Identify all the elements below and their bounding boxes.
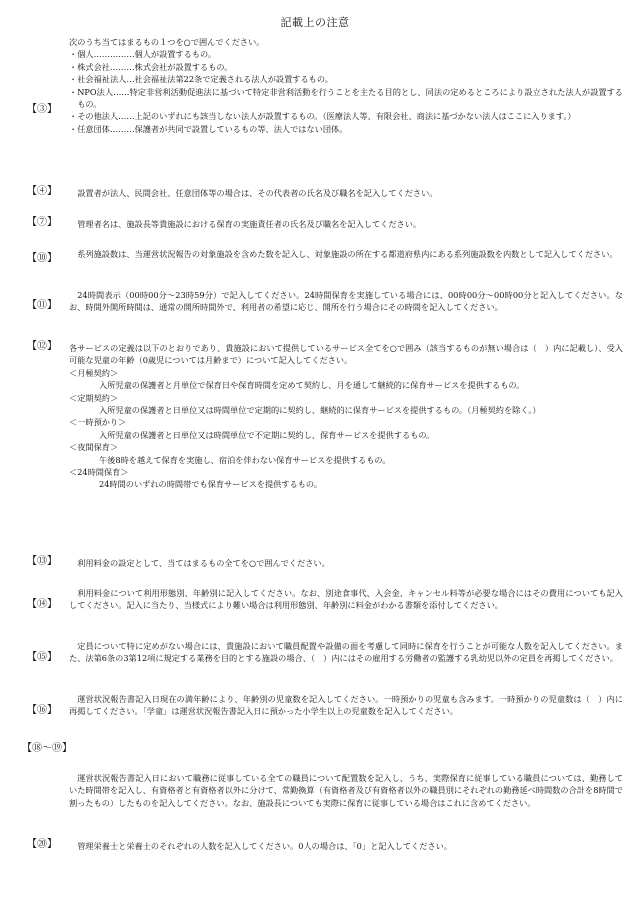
section-20-label: 【⑳】: [27, 839, 57, 850]
document-title: 記載上の注意: [280, 16, 350, 29]
section-15-text: 定員について特に定めがない場合には、貴施設において職員配置や設備の面を考慮して同時に保育を行うことが可能な人数を記入してください。また、法第6条の3第12項に規定する業務を目的とする施設の場合、（ ）内にはその雇用する労働者の監護する乳幼児以外の定員を再掲してください。: [69, 641, 623, 664]
section-3-item-npo: ・NPO法人……特定非営利活動促進法に基づいて特定非営利活動を行うことを主たる目的とし、同法の定めるところにより設立された法人が設置するもの。: [69, 86, 623, 110]
service-24h-desc: 24時間のいずれの時間帯でも保育サービスを提供するもの。: [99, 479, 322, 490]
section-14-label: 【⑭】: [27, 599, 57, 610]
section-18-19-label: 【⑱～⑲】: [22, 743, 72, 754]
section-11-text: 24時間表示（00時00分～23時59分）で記入してください。24時間保育を実施している場合には、00時00分～00時00分と記入してください。なお、時間外開所時間は、通常の開所時間外で、利用者の希望に応じ、開所を行う場合にその時間を記入してください。: [69, 290, 623, 313]
section-12-body: [69, 342, 623, 491]
section-4-text: 設置者が法人、民間会社、任意団体等の場合は、その代表者の氏名及び職名を記入してください。: [77, 188, 438, 198]
service-temporary-name: ＜一時預かり＞: [69, 417, 127, 428]
section-3-item-other: ・その他法人……上記のいずれにも該当しない法人が設置するもの。（医療法人等、有限会社、商法に基づかない法人はここに入ります。）: [69, 111, 576, 122]
section-3-body: [69, 36, 623, 135]
section-3-item-social-welfare: ・社会福祉法人…社会福祉法第22条で定義される法人が設置するもの。: [69, 74, 333, 85]
section-4-label: 【④】: [27, 186, 57, 197]
section-16-label: 【⑯】: [27, 705, 57, 716]
section-10-text: 系列施設数は、当運営状況報告の対象施設を含めた数を記入し、対象施設の所在する都道府県内にある系列施設数を内数として記入してください。: [77, 249, 618, 259]
section-7-label: 【⑦】: [27, 217, 57, 228]
section-15-label: 【⑮】: [27, 652, 57, 663]
section-10-label: 【⑩】: [27, 253, 57, 264]
service-temporary-desc: 入所児童の保護者と日単位又は時間単位で不定期に契約し、保育サービスを提供するもの。: [99, 429, 435, 440]
section-16-text: 運営状況報告書記入日現在の満年齢により、年齢別の児童数を記入してください。一時預かりの児童も含みます。一時預かりの児童数は（ ）内に再掲してください。「学童」は運営状況報告書記入日に預かった小学生以上の児童数を記入してください。: [69, 694, 623, 717]
section-3-intro: 次のうち当てはまるもの１つを○で囲んでください。: [69, 37, 265, 47]
section-18-19-text: 運営状況報告書記入日において職務に従事している全ての職員について配置数を記入し、うち、実際保育に従事している職員については、勤務していた時間帯を記入し、有資格者と有資格者以外に分けて、常勤換算（有資格者及び有資格者以外の職員別にそれぞれの勤務延べ時間数の合計を8時間で割ったもの）したものを記入してください。なお、施設長についても実際に保育に従事している場合はこれに含めてください。: [69, 773, 623, 808]
section-11-label: 【⑪】: [27, 300, 57, 311]
section-13-label: 【⑬】: [27, 556, 57, 567]
service-regular-desc: 入所児童の保護者と日単位又は時間単位で定期的に契約し、継続的に保育サービスを提供するもの。（月極契約を除く。）: [99, 405, 541, 416]
section-3-item-corporation: ・株式会社………株式会社が設置するもの。: [69, 61, 233, 72]
section-12-intro: 各サービスの定義は以下のとおりであり、貴施設において提供しているサービス全てを○で囲み（該当するものが無い場合は（ ）内に記載し）、受入可能な児童の年齢（0歳児については月齢まで）について記入してください。: [69, 343, 623, 366]
section-3-item-voluntary: ・任意団体………保護者が共同で設置しているもの等、法人ではない団体。: [69, 123, 348, 134]
section-13-text: 利用料金の設定として、当てはまるもの全てを○で囲んでください。: [77, 558, 330, 568]
service-night-desc: 午後8時を越えて保育を実施し、宿泊を伴わない保育サービスを提供するもの。: [99, 454, 391, 465]
section-14-text: 利用料金について利用形態別、年齢別に記入してください。なお、別途食事代、入会金、キャンセル料等が必要な場合にはその費用についても記入してください。記入に当たり、当様式により難い場合は利用形態別、年齢別に料金がわかる書類を添付してください。: [69, 588, 623, 611]
service-night-name: ＜夜間保育＞: [69, 442, 119, 453]
section-3-item-individual: ・個人……………個人が設置するもの。: [69, 49, 217, 60]
service-24h-name: ＜24時間保育＞: [69, 467, 129, 478]
section-7-text: 管理者名は、施設長等貴施設における保育の実施責任者の氏名及び職名を記入してください。: [77, 219, 422, 229]
section-3-label: 【③】: [27, 104, 57, 115]
service-monthly-desc: 入所児童の保護者と月単位で保育日や保育時間を定めて契約し、月を通して継続的に保育サービスを提供するもの。: [99, 380, 525, 391]
section-20-text: 管理栄養士と栄養士のそれぞれの人数を記入してください。0人の場合は、「0」と記入してください。: [77, 841, 452, 851]
section-12-label: 【⑫】: [27, 341, 57, 352]
service-monthly-name: ＜月極契約＞: [69, 367, 119, 378]
service-regular-name: ＜定期契約＞: [69, 392, 119, 403]
